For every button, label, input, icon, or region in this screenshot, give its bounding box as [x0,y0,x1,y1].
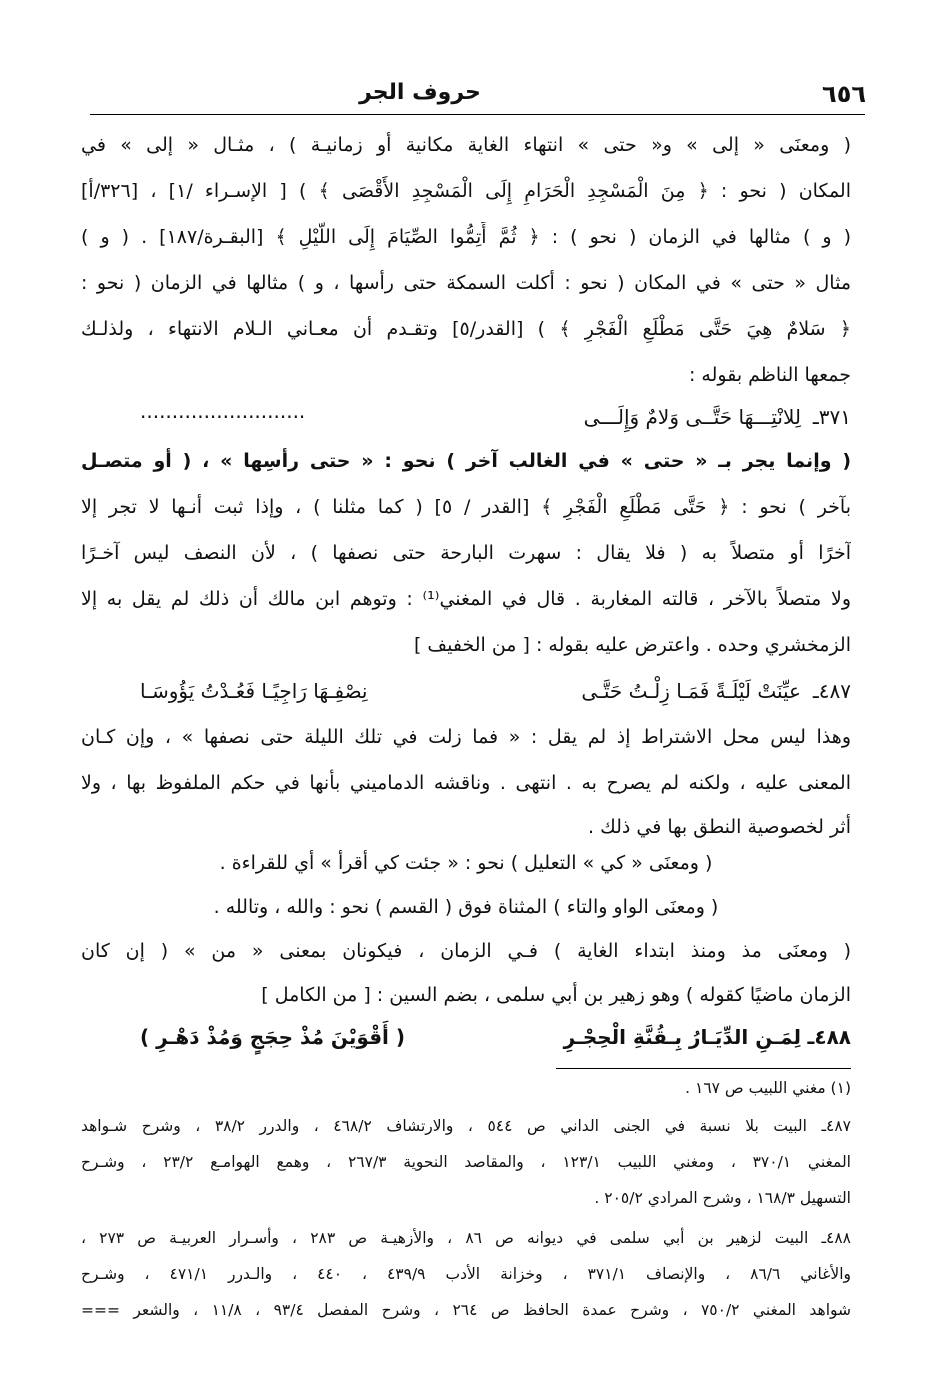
footnote-1: (١) مغني اللبيب ص ١٦٧ . [685,1079,851,1097]
body-line-15: ( ومعنَى « كي » التعليل ) نحو : « جئت كي أقرأ » أي للقراءة . [219,852,713,874]
body-line-13: المعنى عليه ، ولكنه لم يصرح به . انتهى . وناقشه الدماميني بأنها في حكم الملفوظ بها ، ولا [81,772,851,794]
verse-487-number: ٤٨٧ـ [812,679,851,703]
page-number: ٦٥٦ [822,80,866,108]
verse-488-first-hemistich: لِمَـنِ الدِّيَـارُ بِـقُنَّةِ الْحِجْـرِ [563,1025,801,1049]
verse-371-ellipsis: .......................... [140,399,306,423]
footnote-488-line-1: ٤٨٨ـ البيت لزهير بن أبي سلمى في ديوانه ص ٨٦ ، والأزهيـة ص ٢٨٣ ، وأسـرار العربيـة ص ٢٧٣ ، [81,1229,851,1247]
running-header-title: حروف الجر [359,80,481,105]
body-line-10: ولا متصلاً بالآخر ، قالته المغاربة . قال في المغني⁽¹⁾ : وتوهم ابن مالك أن ذلك لم يقل به إلا [81,588,851,610]
footnote-487-line-3: التسهيل ١٦٨/٣ ، وشرح المرادي ٢٠٥/٢ . [594,1189,851,1207]
verse-488-second-hemistich: ( أَقْوَيْنَ مُذْ حِجَجٍ وَمُذْ دَهْـرِ ) [140,1025,406,1049]
body-line-11: الزمخشري وحده . واعترض عليه بقوله : [ من الخفيف ] [413,634,851,656]
body-line-16: ( ومعنَى الواو والتاء ) المثناة فوق ( القسم ) نحو : والله ، وتالله . [213,896,719,918]
body-line-12: وهذا ليس محل الاشتراط إذ لم يقل : « فما زلت في تلك الليلة حتى نصفها » ، وإن كـان [81,726,851,748]
body-line-3: ( و ) مثالها في الزمان ( نحو ) : ﴿ ثُمَّ أَتِمُّوا الصِّيَامَ إِلَى اللَّيْلِ ﴾ [البقـرة/١٨٧] . ( و ) [81,226,851,248]
body-line-6: جمعها الناظم بقوله : [688,364,851,386]
footnote-487-line-1: ٤٨٧ـ البيت بلا نسبة في الجنى الداني ص ٥٤٤ ، والارتشاف ٤٦٨/٢ ، والدرر ٣٨/٢ ، وشرح شـواهد [81,1117,851,1135]
footnote-487-line-2: المغني ٣٧٠/١ ، ومغني اللبيب ١٢٣/١ ، والمقاصد النحوية ٢٦٧/٣ ، وهمع الهوامـع ٢٣/٢ ، وشـرح [81,1153,851,1171]
footnote-488-line-3: شواهد المغني ٧٥٠/٢ ، وشرح عمدة الحافظ ص ٢٦٤ ، وشرح المفصل ٩٣/٤ ، ١١/٨ ، والشعر === [81,1301,851,1319]
body-line-4: مثال « حتى » في المكان ( نحو : أكلت السمكة حتى رأسها ، و ) مثالها في الزمان ( نحو : [81,272,851,294]
verse-371-first-hemistich: لِلانْتِـــهَا حَتَّــى وَلامٌ وَإِلَـــى [583,405,801,429]
body-line-17: ( ومعنَى مذ ومنذ ابتداء الغاية ) فـي الزمان ، فيكونان بمعنى « من » ( إن كان [81,940,851,962]
body-line-7: ( وإنما يجر بـ « حتى » في الغالب آخر ) نحو : « حتى رأسِها » ، ( أو متصـل [81,450,851,472]
verse-487-second-hemistich: نِصْفِـهَا رَاجِيًـا فَعُـدْتُ يَؤُوسَـا [140,679,368,703]
body-line-5: ﴿ سَلامٌ هِيَ حَتَّى مَطْلَعِ الْفَجْرِ ﴾ ) [القدر/٥] وتقـدم أن معـاني الـلام الانتهاء ، ولذلـك [81,318,851,340]
body-line-9: آخرًا أو متصلاً به ( فلا يقال : سهرت البارحة حتى نصفها ) ، لأن النصف ليس آخـرًا [81,542,851,564]
footnote-separator [556,1068,851,1069]
body-line-8: بآخر ) نحو : ﴿ حَتَّى مَطْلَعِ الْفَجْرِ ﴾ [القدر / ٥] ( كما مثلنا ) ، وإذا ثبت أنـها لا تجر إلا [81,496,851,518]
body-line-2: المكان ( نحو : ﴿ مِنَ الْمَسْجِدِ الْحَرَامِ إِلَى الْمَسْجِدِ الأَقْصَى ﴾ ) [ الإسـراء /١] ، [٣٢٦/أ] [81,180,851,202]
body-line-18: الزمان ماضيًا كقوله ) وهو زهير بن أبي سلمى ، بضم السين : [ من الكامل ] [261,984,851,1006]
verse-487-first-hemistich: عيِّنَتْ لَيْلَـةً فَمَـا زِلْـتُ حَتَّـى [581,679,801,703]
footnote-488-line-2: والأغاني ٨٦/٦ ، والإنصاف ٣٧١/١ ، وخزانة الأدب ٤٣٩/٩ ، ٤٤٠ ، والـدرر ٤٧١/١ ، وشـرح [81,1265,851,1283]
header-rule [90,114,865,115]
body-line-14: أثر لخصوصية النطق بها في ذلك . [588,816,851,838]
verse-371-number: ٣٧١ـ [812,405,851,429]
verse-488-number: ٤٨٨ـ [807,1025,851,1049]
body-line-1: ( ومعنَى « إلى » و« حتى » انتهاء الغاية مكانية أو زمانيـة ) ، مثـال « إلى » في [81,134,851,156]
